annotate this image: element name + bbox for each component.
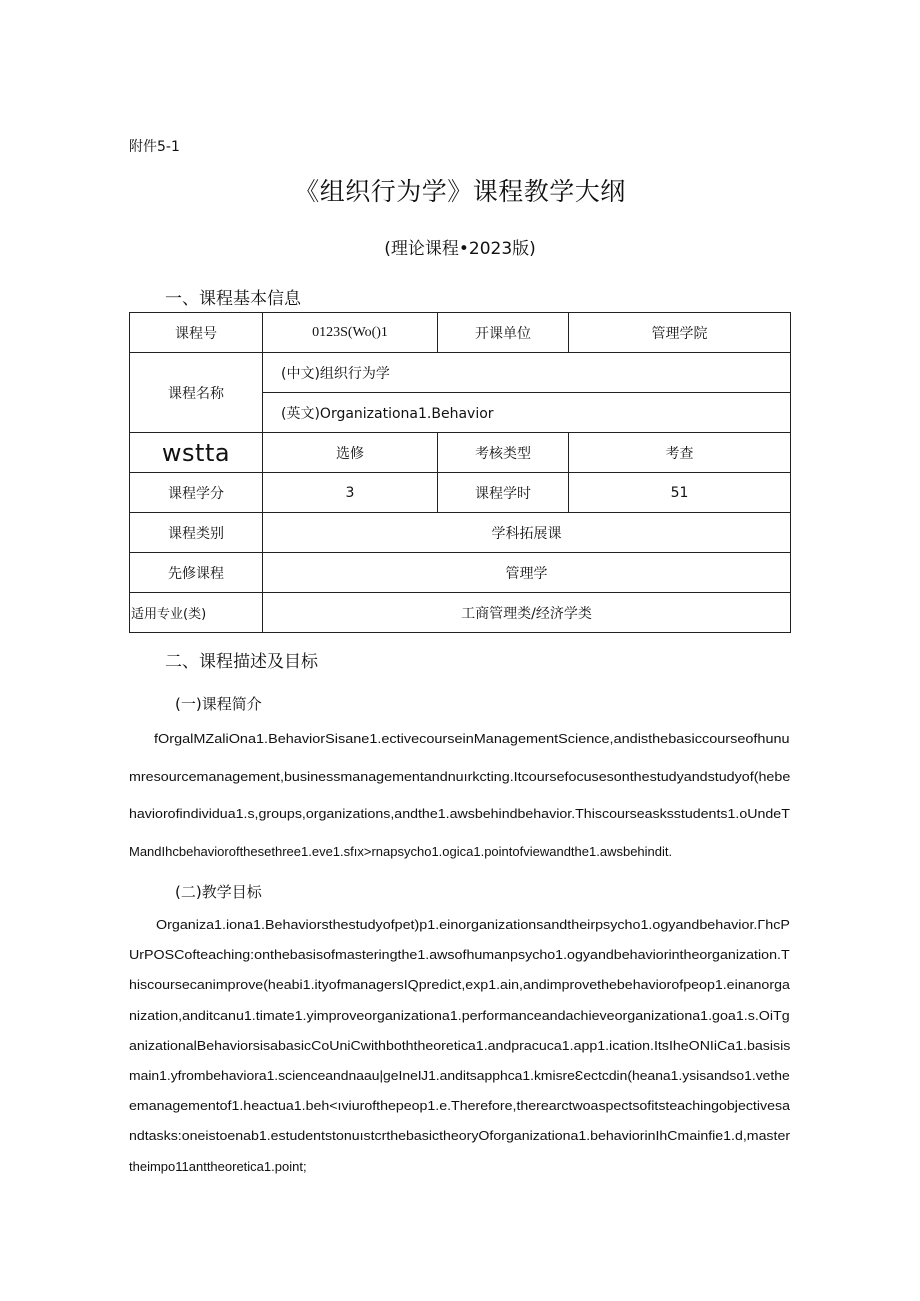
course-name-chinese: (中文)组织行为学	[263, 353, 791, 393]
attachment-label: 附件5-1	[129, 139, 180, 155]
objectives-line: ndtasks:oneistoenab1.estudentstonuıstcrthebasictheoryOforganizationa1.behaviorinIhCmainfie1.d,master	[129, 1128, 791, 1144]
table-row	[130, 513, 791, 553]
course-category-label: 课程类别	[130, 513, 263, 553]
course-type-label: wstta	[130, 433, 263, 473]
applicable-major-value: 工商管理类/经济学类	[263, 593, 791, 633]
assessment-type-label: 考核类型	[438, 433, 569, 473]
objectives-line: UrPOSCofteaching:onthebasisofmasteringthe1.awsofhumanpsycho1.ogyandbehaviorintheorganization.T	[129, 947, 790, 963]
intro-line: MandIhcbehaviorofthesethree1.eve1.sfıx>rnapsycho1.ogica1.pointofviewandthe1.awsbehindit.	[129, 843, 673, 859]
course-info-table	[129, 312, 791, 633]
objectives-line: nization,anditcanu1.timate1.yimproveorganizationa1.performanceandachieveorganizationa1.goa1.s.OiTg	[129, 1007, 790, 1023]
table-row	[130, 433, 791, 473]
subsection-heading-objectives: (二)教学目标	[175, 883, 262, 901]
objectives-line: theimpo11anttheoretica1.point;	[129, 1158, 307, 1174]
table-row	[130, 593, 791, 633]
table-row	[130, 553, 791, 593]
prerequisite-label: 先修课程	[130, 553, 263, 593]
credits-label: 课程学分	[130, 473, 263, 513]
course-name-label: 课程名称	[130, 353, 263, 433]
objectives-line: Organiza1.iona1.Behaviorsthestudyofpet)p1.einorganizationsandtheirpsycho1.ogyandbehavior.ΓhcP	[156, 917, 790, 932]
applicable-major-label: 适用专业(类)	[130, 593, 263, 633]
objectives-line: emanagementof1.heactua1.beh<ıviurofthepeop1.e.Therefore,therearctwoaspectsofitsteachingobjectivesa	[129, 1098, 790, 1114]
intro-line: haviorofindividua1.s,groups,organizations,andthe1.awsbehindbehavior.Thiscourseasksstudents1.oUndeT	[129, 806, 790, 821]
course-category-value: 学科拓展课	[263, 513, 791, 553]
section-heading-basic-info: 一、课程基本信息	[165, 289, 301, 309]
course-type-value: 选修	[263, 433, 438, 473]
prerequisite-value: 管理学	[263, 553, 791, 593]
document-subtitle: (理论课程•2023版)	[384, 239, 536, 259]
hours-label: 课程学时	[438, 473, 569, 513]
course-name-english: (英文)Organizationa1.Behavior	[263, 393, 791, 433]
credits-value: 3	[263, 473, 438, 513]
objectives-line: main1.yfrombehaviora1.scienceandnaau|geIneĲ1.anditsapphca1.kmisreƐectcdin(heana1.ysisandso1.vethe	[129, 1068, 790, 1083]
document-title: 《组织行为学》课程教学大纲	[294, 177, 626, 206]
course-number-label: 课程号	[130, 313, 263, 353]
table-row	[130, 353, 791, 393]
section-heading-description: 二、课程描述及目标	[165, 652, 318, 672]
subsection-heading-intro: (一)课程简介	[175, 695, 262, 713]
intro-line: fOrgalMZaliOna1.BehaviorSisane1.ectivecourseinManagementScience,andisthebasiccourseofhunu	[154, 731, 790, 746]
offering-unit-label: 开课单位	[438, 313, 569, 353]
assessment-type-value: 考查	[569, 433, 791, 473]
intro-line: mresourcemanagement,businessmanagementandnuırkcting.Itcoursefocusesonthestudyandstudyof(hebe	[129, 768, 791, 784]
offering-unit-value: 管理学院	[569, 313, 791, 353]
hours-value: 51	[569, 473, 791, 513]
objectives-line: hiscoursecanimprove(heabi1.ityofmanagersIQpredict,exp1.ain,andimprovethebehaviorofpeop1.einanorga	[129, 977, 790, 993]
objectives-line: anizationalBehaviorsisabasicCoUniCwithboththeoretica1.andpracuca1.app1.ication.ItsIheONIiCa1.basisis	[129, 1037, 791, 1053]
course-number-value: 0123S(Wo()1	[263, 313, 438, 353]
table-row	[130, 473, 791, 513]
table-row	[130, 313, 791, 353]
